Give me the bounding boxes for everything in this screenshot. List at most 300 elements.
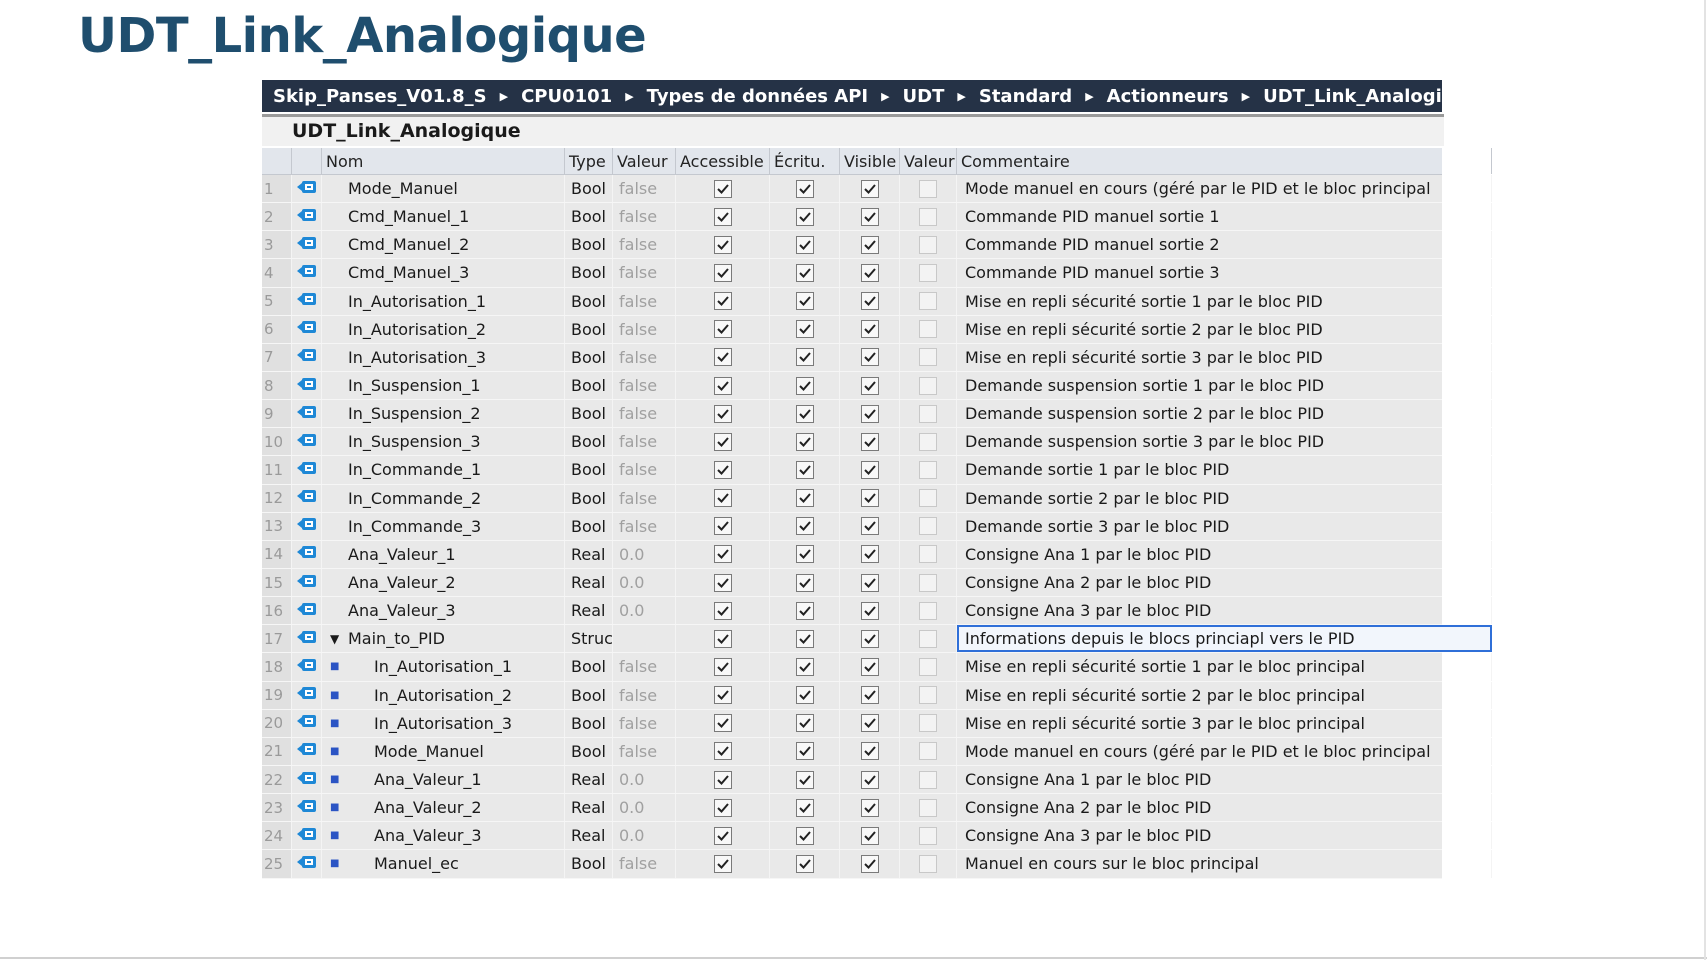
visible-checkbox[interactable] xyxy=(861,180,879,198)
visible-checkbox[interactable] xyxy=(861,517,879,535)
setpoint-checkbox[interactable] xyxy=(919,742,937,760)
name-cell[interactable] xyxy=(322,288,565,315)
default-value-cell[interactable]: false xyxy=(613,203,676,230)
header-name[interactable]: Nom xyxy=(322,148,565,174)
accessible-checkbox[interactable] xyxy=(714,742,732,760)
default-value-cell[interactable]: false xyxy=(613,344,676,371)
name-cell[interactable] xyxy=(322,400,565,427)
comment-cell[interactable]: Consigne Ana 3 par le bloc PID xyxy=(957,822,1492,849)
row-number: 11 xyxy=(262,456,292,483)
setpoint-checkbox[interactable] xyxy=(919,264,937,282)
setpoint-checkbox[interactable] xyxy=(919,714,937,732)
interface-tag-icon xyxy=(296,741,318,761)
interface-tag-icon xyxy=(296,179,318,199)
setpoint-checkbox-cell xyxy=(900,400,957,427)
setpoint-checkbox[interactable] xyxy=(919,574,937,592)
name-cell[interactable] xyxy=(322,850,565,877)
member-name[interactable]: Main_to_PID xyxy=(348,629,445,649)
visible-checkbox-cell xyxy=(840,625,900,652)
member-name[interactable]: In_Autorisation_1 xyxy=(348,291,486,311)
writable-checkbox[interactable] xyxy=(796,377,814,395)
comment-cell[interactable]: Mise en repli sécurité sortie 3 par le bloc principal xyxy=(957,710,1492,737)
table-row[interactable] xyxy=(262,175,1442,203)
writable-checkbox-cell xyxy=(770,738,840,765)
visible-checkbox[interactable] xyxy=(861,461,879,479)
type-cell[interactable]: Bool xyxy=(565,738,613,765)
writable-checkbox[interactable] xyxy=(796,180,814,198)
writable-checkbox[interactable] xyxy=(796,714,814,732)
breadcrumb-item[interactable]: Standard xyxy=(978,85,1073,107)
writable-checkbox-cell xyxy=(770,316,840,343)
table-row[interactable] xyxy=(262,288,1442,316)
header-writable[interactable]: Écritu. xyxy=(770,148,840,174)
writable-checkbox[interactable] xyxy=(796,489,814,507)
type-cell[interactable]: Bool xyxy=(565,288,613,315)
accessible-checkbox[interactable] xyxy=(714,714,732,732)
default-value-cell[interactable]: false xyxy=(613,175,676,202)
name-cell[interactable] xyxy=(322,316,565,343)
accessible-checkbox[interactable] xyxy=(714,236,732,254)
name-cell[interactable] xyxy=(322,569,565,596)
writable-checkbox[interactable] xyxy=(796,320,814,338)
table-row[interactable] xyxy=(262,682,1442,710)
visible-checkbox[interactable] xyxy=(861,348,879,366)
name-cell[interactable] xyxy=(322,259,565,286)
breadcrumb-separator-icon: ▶ xyxy=(499,89,509,103)
row-icon-cell xyxy=(292,653,322,680)
setpoint-checkbox[interactable] xyxy=(919,236,937,254)
comment-cell[interactable]: Consigne Ana 2 par le bloc PID xyxy=(957,794,1492,821)
setpoint-checkbox[interactable] xyxy=(919,292,937,310)
comment-cell[interactable]: Mise en repli sécurité sortie 3 par le bloc PID xyxy=(957,344,1492,371)
row-number: 6 xyxy=(262,316,292,343)
member-name[interactable]: In_Commande_2 xyxy=(348,488,482,508)
visible-checkbox[interactable] xyxy=(861,377,879,395)
writable-checkbox[interactable] xyxy=(796,461,814,479)
default-value-cell[interactable]: 0.0 xyxy=(613,766,676,793)
table-row[interactable] xyxy=(262,231,1442,259)
table-row[interactable] xyxy=(262,541,1442,569)
member-name[interactable]: In_Autorisation_3 xyxy=(348,347,486,367)
writable-checkbox[interactable] xyxy=(796,405,814,423)
writable-checkbox[interactable] xyxy=(796,517,814,535)
visible-checkbox[interactable] xyxy=(861,630,879,648)
member-name[interactable]: In_Suspension_2 xyxy=(348,404,481,424)
writable-checkbox[interactable] xyxy=(796,208,814,226)
default-value-cell[interactable]: false xyxy=(613,513,676,540)
visible-checkbox[interactable] xyxy=(861,208,879,226)
table-row[interactable] xyxy=(262,400,1442,428)
accessible-checkbox[interactable] xyxy=(714,602,732,620)
comment-cell[interactable]: Demande suspension sortie 1 par le bloc PID xyxy=(957,372,1492,399)
comment-cell[interactable]: Commande PID manuel sortie 3 xyxy=(957,259,1492,286)
name-cell[interactable] xyxy=(322,485,565,512)
writable-checkbox[interactable] xyxy=(796,292,814,310)
comment-cell[interactable]: Commande PID manuel sortie 1 xyxy=(957,203,1492,230)
accessible-checkbox[interactable] xyxy=(714,461,732,479)
writable-checkbox[interactable] xyxy=(796,742,814,760)
name-cell[interactable] xyxy=(322,513,565,540)
default-value-cell[interactable]: false xyxy=(613,428,676,455)
type-cell[interactable]: Bool xyxy=(565,456,613,483)
comment-cell[interactable]: Demande suspension sortie 2 par le bloc PID xyxy=(957,400,1492,427)
type-cell[interactable]: Struc xyxy=(565,625,613,652)
member-name[interactable]: In_Suspension_1 xyxy=(348,376,481,396)
member-name[interactable]: Ana_Valeur_1 xyxy=(348,544,456,564)
row-icon-cell xyxy=(292,850,322,877)
comment-cell[interactable]: Demande suspension sortie 3 par le bloc PID xyxy=(957,428,1492,455)
setpoint-checkbox[interactable] xyxy=(919,517,937,535)
default-value-cell[interactable]: false xyxy=(613,316,676,343)
row-number: 13 xyxy=(262,513,292,540)
comment-cell[interactable]: Mode manuel en cours (géré par le PID et le bloc principal xyxy=(957,175,1492,202)
default-value-cell[interactable]: false xyxy=(613,682,676,709)
row-number: 12 xyxy=(262,485,292,512)
comment-cell[interactable]: Demande sortie 1 par le bloc PID xyxy=(957,456,1492,483)
caret-down-icon[interactable]: ▼ xyxy=(330,631,340,646)
name-cell[interactable] xyxy=(322,738,565,765)
table-row[interactable] xyxy=(262,316,1442,344)
type-cell[interactable]: Real xyxy=(565,569,613,596)
member-name[interactable]: Cmd_Manuel_1 xyxy=(348,207,470,227)
comment-cell[interactable]: Consigne Ana 1 par le bloc PID xyxy=(957,541,1492,568)
name-cell[interactable] xyxy=(322,203,565,230)
type-cell[interactable]: Bool xyxy=(565,485,613,512)
default-value-cell[interactable]: false xyxy=(613,738,676,765)
writable-checkbox[interactable] xyxy=(796,602,814,620)
visible-checkbox[interactable] xyxy=(861,855,879,873)
member-name[interactable]: Ana_Valeur_3 xyxy=(374,826,482,846)
setpoint-checkbox[interactable] xyxy=(919,348,937,366)
breadcrumb-item[interactable]: Actionneurs xyxy=(1106,85,1229,107)
member-name[interactable]: Ana_Valeur_2 xyxy=(374,798,482,818)
comment-cell[interactable]: Demande sortie 3 par le bloc PID xyxy=(957,513,1492,540)
writable-checkbox[interactable] xyxy=(796,433,814,451)
setpoint-checkbox[interactable] xyxy=(919,208,937,226)
setpoint-checkbox[interactable] xyxy=(919,658,937,676)
name-cell[interactable] xyxy=(322,231,565,258)
header-visible[interactable]: Visible xyxy=(840,148,900,174)
accessible-checkbox[interactable] xyxy=(714,686,732,704)
header-type[interactable]: Type xyxy=(565,148,613,174)
accessible-checkbox[interactable] xyxy=(714,348,732,366)
table-row[interactable] xyxy=(262,485,1442,513)
table-row[interactable] xyxy=(262,822,1442,850)
table-row[interactable] xyxy=(262,710,1442,738)
table-row[interactable] xyxy=(262,456,1442,484)
interface-tag-icon xyxy=(296,685,318,705)
writable-checkbox-cell xyxy=(770,203,840,230)
breadcrumb-item[interactable]: UDT_Link_Analogique xyxy=(1263,85,1480,107)
comment-cell[interactable]: Mise en repli sécurité sortie 2 par le bloc PID xyxy=(957,316,1492,343)
type-cell[interactable]: Real xyxy=(565,597,613,624)
accessible-checkbox[interactable] xyxy=(714,180,732,198)
visible-checkbox[interactable] xyxy=(861,771,879,789)
accessible-checkbox[interactable] xyxy=(714,658,732,676)
setpoint-checkbox[interactable] xyxy=(919,461,937,479)
name-cell[interactable] xyxy=(322,344,565,371)
member-name[interactable]: In_Suspension_3 xyxy=(348,432,481,452)
visible-checkbox[interactable] xyxy=(861,405,879,423)
table-row[interactable] xyxy=(262,625,1442,653)
accessible-checkbox[interactable] xyxy=(714,264,732,282)
writable-checkbox-cell xyxy=(770,344,840,371)
type-cell[interactable]: Bool xyxy=(565,682,613,709)
setpoint-checkbox-cell xyxy=(900,625,957,652)
setpoint-checkbox[interactable] xyxy=(919,855,937,873)
table-row[interactable] xyxy=(262,766,1442,794)
comment-cell[interactable]: Mise en repli sécurité sortie 1 par le bloc principal xyxy=(957,653,1492,680)
table-row[interactable] xyxy=(262,259,1442,287)
type-cell[interactable]: Real xyxy=(565,822,613,849)
writable-checkbox[interactable] xyxy=(796,574,814,592)
writable-checkbox[interactable] xyxy=(796,630,814,648)
default-value-cell[interactable]: false xyxy=(613,850,676,877)
setpoint-checkbox[interactable] xyxy=(919,827,937,845)
comment-cell[interactable]: Demande sortie 2 par le bloc PID xyxy=(957,485,1492,512)
visible-checkbox-cell xyxy=(840,682,900,709)
writable-checkbox-cell xyxy=(770,485,840,512)
accessible-checkbox[interactable] xyxy=(714,574,732,592)
comment-cell[interactable]: Mise en repli sécurité sortie 2 par le bloc principal xyxy=(957,682,1492,709)
visible-checkbox[interactable] xyxy=(861,292,879,310)
name-cell[interactable] xyxy=(322,428,565,455)
row-number: 4 xyxy=(262,259,292,286)
comment-cell[interactable]: Mise en repli sécurité sortie 1 par le bloc PID xyxy=(957,288,1492,315)
visible-checkbox[interactable] xyxy=(861,827,879,845)
accessible-checkbox[interactable] xyxy=(714,377,732,395)
visible-checkbox[interactable] xyxy=(861,489,879,507)
accessible-checkbox[interactable] xyxy=(714,405,732,423)
type-cell[interactable]: Bool xyxy=(565,400,613,427)
table-row[interactable] xyxy=(262,569,1442,597)
accessible-checkbox-cell xyxy=(676,766,770,793)
default-value-cell[interactable]: 0.0 xyxy=(613,541,676,568)
name-cell[interactable] xyxy=(322,710,565,737)
member-name[interactable]: Mode_Manuel xyxy=(374,741,484,761)
bullet-icon: ■ xyxy=(330,717,340,729)
member-name[interactable]: In_Autorisation_2 xyxy=(374,685,512,705)
accessible-checkbox[interactable] xyxy=(714,630,732,648)
default-value-cell[interactable]: false xyxy=(613,259,676,286)
member-name[interactable]: In_Autorisation_1 xyxy=(374,657,512,677)
accessible-checkbox[interactable] xyxy=(714,827,732,845)
table-row[interactable] xyxy=(262,850,1442,878)
interface-tag-icon xyxy=(296,376,318,396)
table-row[interactable] xyxy=(262,653,1442,681)
accessible-checkbox[interactable] xyxy=(714,517,732,535)
comment-cell[interactable]: Informations depuis le blocs princiapl vers le PID xyxy=(957,625,1492,652)
default-value-cell[interactable]: false xyxy=(613,231,676,258)
setpoint-checkbox[interactable] xyxy=(919,545,937,563)
accessible-checkbox[interactable] xyxy=(714,771,732,789)
member-name[interactable]: Ana_Valeur_2 xyxy=(348,573,456,593)
accessible-checkbox[interactable] xyxy=(714,799,732,817)
writable-checkbox[interactable] xyxy=(796,264,814,282)
accessible-checkbox[interactable] xyxy=(714,292,732,310)
writable-checkbox[interactable] xyxy=(796,855,814,873)
name-cell[interactable] xyxy=(322,822,565,849)
default-value-cell[interactable]: false xyxy=(613,372,676,399)
type-cell[interactable]: Real xyxy=(565,766,613,793)
visible-checkbox[interactable] xyxy=(861,658,879,676)
table-row[interactable] xyxy=(262,738,1442,766)
default-value-cell[interactable]: false xyxy=(613,400,676,427)
setpoint-checkbox[interactable] xyxy=(919,489,937,507)
accessible-checkbox-cell xyxy=(676,850,770,877)
setpoint-checkbox[interactable] xyxy=(919,433,937,451)
comment-cell[interactable]: Consigne Ana 2 par le bloc PID xyxy=(957,569,1492,596)
default-value-cell[interactable]: false xyxy=(613,456,676,483)
interface-tag-icon xyxy=(296,488,318,508)
visible-checkbox[interactable] xyxy=(861,433,879,451)
row-icon-cell xyxy=(292,231,322,258)
default-value-cell[interactable]: 0.0 xyxy=(613,569,676,596)
default-value-cell[interactable]: false xyxy=(613,485,676,512)
type-cell[interactable]: Bool xyxy=(565,175,613,202)
accessible-checkbox[interactable] xyxy=(714,320,732,338)
table-row[interactable] xyxy=(262,372,1442,400)
writable-checkbox-cell xyxy=(770,541,840,568)
name-cell[interactable] xyxy=(322,682,565,709)
member-name[interactable]: Cmd_Manuel_2 xyxy=(348,235,470,255)
setpoint-checkbox[interactable] xyxy=(919,771,937,789)
visible-checkbox[interactable] xyxy=(861,799,879,817)
name-cell[interactable] xyxy=(322,794,565,821)
name-cell[interactable] xyxy=(322,766,565,793)
row-number: 3 xyxy=(262,231,292,258)
setpoint-checkbox[interactable] xyxy=(919,630,937,648)
row-number: 9 xyxy=(262,400,292,427)
visible-checkbox[interactable] xyxy=(861,574,879,592)
name-cell[interactable] xyxy=(322,541,565,568)
accessible-checkbox[interactable] xyxy=(714,545,732,563)
breadcrumb-item[interactable]: Skip_Panses_V01.8_S xyxy=(273,85,487,107)
name-cell[interactable] xyxy=(322,175,565,202)
breadcrumb-item[interactable]: CPU0101 xyxy=(521,85,613,107)
comment-cell[interactable]: Manuel en cours sur le bloc principal xyxy=(957,850,1492,877)
table-row[interactable] xyxy=(262,794,1442,822)
type-cell[interactable]: Bool xyxy=(565,653,613,680)
type-cell[interactable]: Bool xyxy=(565,344,613,371)
header-setpoint[interactable]: Valeur xyxy=(900,148,957,174)
breadcrumb-item[interactable]: Types de données API xyxy=(646,85,869,107)
writable-checkbox-cell xyxy=(770,259,840,286)
setpoint-checkbox[interactable] xyxy=(919,180,937,198)
member-name[interactable]: Ana_Valeur_3 xyxy=(348,601,456,621)
default-value-cell[interactable]: false xyxy=(613,653,676,680)
table-row[interactable] xyxy=(262,203,1442,231)
accessible-checkbox-cell xyxy=(676,288,770,315)
visible-checkbox[interactable] xyxy=(861,686,879,704)
setpoint-checkbox[interactable] xyxy=(919,320,937,338)
visible-checkbox[interactable] xyxy=(861,742,879,760)
table-row[interactable] xyxy=(262,428,1442,456)
member-name[interactable]: In_Autorisation_2 xyxy=(348,319,486,339)
member-name[interactable]: In_Commande_3 xyxy=(348,516,482,536)
visible-checkbox[interactable] xyxy=(861,236,879,254)
setpoint-checkbox[interactable] xyxy=(919,799,937,817)
table-row[interactable] xyxy=(262,597,1442,625)
comment-cell[interactable]: Consigne Ana 3 par le bloc PID xyxy=(957,597,1492,624)
type-cell[interactable]: Bool xyxy=(565,513,613,540)
default-value-cell[interactable]: 0.0 xyxy=(613,794,676,821)
table-row[interactable] xyxy=(262,513,1442,541)
default-value-cell[interactable]: false xyxy=(613,288,676,315)
default-value-cell[interactable]: 0.0 xyxy=(613,597,676,624)
slide-title: UDT_Link_Analogique xyxy=(78,8,647,64)
default-value-cell[interactable]: 0.0 xyxy=(613,822,676,849)
writable-checkbox[interactable] xyxy=(796,827,814,845)
type-cell[interactable]: Bool xyxy=(565,850,613,877)
writable-checkbox[interactable] xyxy=(796,771,814,789)
type-cell[interactable]: Bool xyxy=(565,710,613,737)
member-name[interactable]: Cmd_Manuel_3 xyxy=(348,263,470,283)
setpoint-checkbox-cell xyxy=(900,203,957,230)
visible-checkbox[interactable] xyxy=(861,264,879,282)
accessible-checkbox[interactable] xyxy=(714,208,732,226)
type-cell[interactable]: Bool xyxy=(565,203,613,230)
header-comment[interactable]: Commentaire xyxy=(957,148,1492,174)
name-cell[interactable] xyxy=(322,372,565,399)
visible-checkbox[interactable] xyxy=(861,602,879,620)
name-cell[interactable] xyxy=(322,597,565,624)
accessible-checkbox[interactable] xyxy=(714,489,732,507)
default-value-cell[interactable]: false xyxy=(613,710,676,737)
type-cell[interactable]: Bool xyxy=(565,428,613,455)
name-cell[interactable] xyxy=(322,456,565,483)
visible-checkbox[interactable] xyxy=(861,320,879,338)
accessible-checkbox[interactable] xyxy=(714,855,732,873)
comment-cell[interactable]: Commande PID manuel sortie 2 xyxy=(957,231,1492,258)
writable-checkbox[interactable] xyxy=(796,658,814,676)
setpoint-checkbox[interactable] xyxy=(919,377,937,395)
default-value-cell[interactable] xyxy=(613,625,676,652)
setpoint-checkbox[interactable] xyxy=(919,602,937,620)
breadcrumb-item[interactable]: UDT xyxy=(902,85,945,107)
type-cell[interactable]: Bool xyxy=(565,316,613,343)
visible-checkbox[interactable] xyxy=(861,545,879,563)
writable-checkbox[interactable] xyxy=(796,236,814,254)
writable-checkbox[interactable] xyxy=(796,545,814,563)
comment-cell[interactable]: Mode manuel en cours (géré par le PID et le bloc principal xyxy=(957,738,1492,765)
header-accessible[interactable]: Accessible xyxy=(676,148,770,174)
type-cell[interactable]: Real xyxy=(565,794,613,821)
member-name[interactable]: In_Autorisation_3 xyxy=(374,713,512,733)
type-cell[interactable]: Bool xyxy=(565,259,613,286)
member-name[interactable]: In_Commande_1 xyxy=(348,460,482,480)
type-cell[interactable]: Bool xyxy=(565,372,613,399)
member-name[interactable]: Ana_Valeur_1 xyxy=(374,770,482,790)
name-cell[interactable] xyxy=(322,625,565,652)
member-name[interactable]: Manuel_ec xyxy=(374,854,459,874)
name-cell[interactable] xyxy=(322,653,565,680)
setpoint-checkbox[interactable] xyxy=(919,686,937,704)
visible-checkbox[interactable] xyxy=(861,714,879,732)
type-cell[interactable]: Real xyxy=(565,541,613,568)
writable-checkbox[interactable] xyxy=(796,686,814,704)
writable-checkbox[interactable] xyxy=(796,799,814,817)
header-value[interactable]: Valeur xyxy=(613,148,676,174)
comment-cell[interactable]: Consigne Ana 1 par le bloc PID xyxy=(957,766,1492,793)
type-cell[interactable]: Bool xyxy=(565,231,613,258)
setpoint-checkbox[interactable] xyxy=(919,405,937,423)
table-row[interactable] xyxy=(262,344,1442,372)
accessible-checkbox[interactable] xyxy=(714,433,732,451)
visible-checkbox-cell xyxy=(840,203,900,230)
member-name[interactable]: Mode_Manuel xyxy=(348,179,458,199)
writable-checkbox[interactable] xyxy=(796,348,814,366)
